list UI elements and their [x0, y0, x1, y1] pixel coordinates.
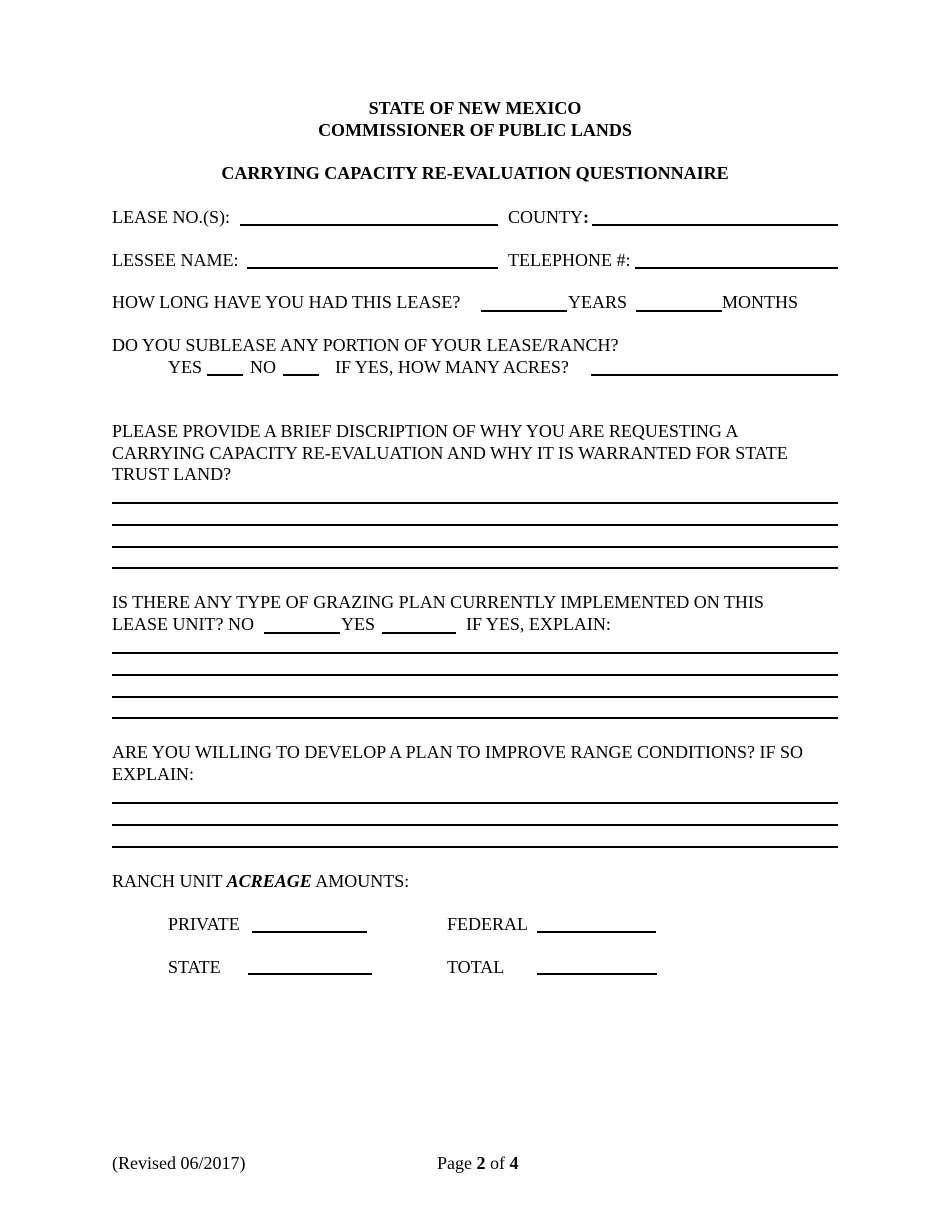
- county-field[interactable]: [592, 224, 838, 226]
- grazing-yes-label: YES: [341, 614, 376, 634]
- sublease-question: DO YOU SUBLEASE ANY PORTION OF YOUR LEASE/RANCH?: [112, 335, 619, 355]
- grazing-explain-label: IF YES, EXPLAIN:: [466, 614, 611, 634]
- sublease-yes-label: YES: [168, 357, 203, 377]
- federal-acreage-field[interactable]: [537, 931, 656, 933]
- description-question-line2: CARRYING CAPACITY RE-EVALUATION AND WHY IT IS WARRANTED FOR STATE: [112, 443, 788, 463]
- agency-subtitle: COMMISSIONER OF PUBLIC LANDS: [318, 120, 632, 140]
- description-answer-line[interactable]: [112, 546, 838, 548]
- acres-field[interactable]: [591, 374, 838, 376]
- lessee-name-field[interactable]: [247, 267, 498, 269]
- total-label: TOTAL: [447, 957, 505, 977]
- description-answer-line[interactable]: [112, 567, 838, 569]
- acres-label: IF YES, HOW MANY ACRES?: [335, 357, 569, 377]
- grazing-answer-line[interactable]: [112, 674, 838, 676]
- lease-no-field[interactable]: [240, 224, 498, 226]
- improve-answer-line[interactable]: [112, 824, 838, 826]
- private-label: PRIVATE: [168, 914, 240, 934]
- grazing-answer-line[interactable]: [112, 696, 838, 698]
- total-acreage-field[interactable]: [537, 973, 657, 975]
- state-label: STATE: [168, 957, 221, 977]
- grazing-answer-line[interactable]: [112, 717, 838, 719]
- telephone-label: TELEPHONE #:: [508, 250, 631, 270]
- months-field[interactable]: [636, 310, 722, 312]
- revision-date: (Revised 06/2017): [112, 1153, 246, 1173]
- description-answer-line[interactable]: [112, 502, 838, 504]
- improve-answer-line[interactable]: [112, 846, 838, 848]
- description-question-line1: PLEASE PROVIDE A BRIEF DISCRIPTION OF WHY YOU ARE REQUESTING A: [112, 421, 739, 441]
- improve-question-line2: EXPLAIN:: [112, 764, 194, 784]
- federal-label: FEDERAL: [447, 914, 528, 934]
- telephone-field[interactable]: [635, 267, 838, 269]
- grazing-lease-unit-label: LEASE UNIT? NO: [112, 614, 254, 634]
- page-number: Page 2 of 4: [437, 1153, 519, 1173]
- state-acreage-field[interactable]: [248, 973, 372, 975]
- lease-no-label: LEASE NO.(S):: [112, 207, 230, 227]
- years-field[interactable]: [481, 310, 567, 312]
- private-acreage-field[interactable]: [252, 931, 367, 933]
- months-label: MONTHS: [722, 292, 799, 312]
- improve-answer-line[interactable]: [112, 802, 838, 804]
- agency-name: STATE OF NEW MEXICO: [368, 98, 582, 118]
- improve-question-line1: ARE YOU WILLING TO DEVELOP A PLAN TO IMPROVE RANGE CONDITIONS? IF SO: [112, 742, 804, 762]
- sublease-no-label: NO: [250, 357, 276, 377]
- description-answer-line[interactable]: [112, 524, 838, 526]
- grazing-no-field[interactable]: [264, 632, 340, 634]
- grazing-yes-field[interactable]: [382, 632, 456, 634]
- grazing-answer-line[interactable]: [112, 652, 838, 654]
- sublease-no-field[interactable]: [283, 374, 319, 376]
- acreage-heading: RANCH UNIT ACREAGE AMOUNTS:: [112, 871, 410, 891]
- form-title: CARRYING CAPACITY RE-EVALUATION QUESTIONNAIRE: [221, 163, 729, 183]
- grazing-question-line1: IS THERE ANY TYPE OF GRAZING PLAN CURRENTLY IMPLEMENTED ON THIS: [112, 592, 764, 612]
- description-question-line3: TRUST LAND?: [112, 464, 232, 484]
- lease-duration-label: HOW LONG HAVE YOU HAD THIS LEASE?: [112, 292, 461, 312]
- years-label: YEARS: [568, 292, 628, 312]
- county-label: COUNTY:: [508, 207, 589, 227]
- lessee-name-label: LESSEE NAME:: [112, 250, 239, 270]
- sublease-yes-field[interactable]: [207, 374, 243, 376]
